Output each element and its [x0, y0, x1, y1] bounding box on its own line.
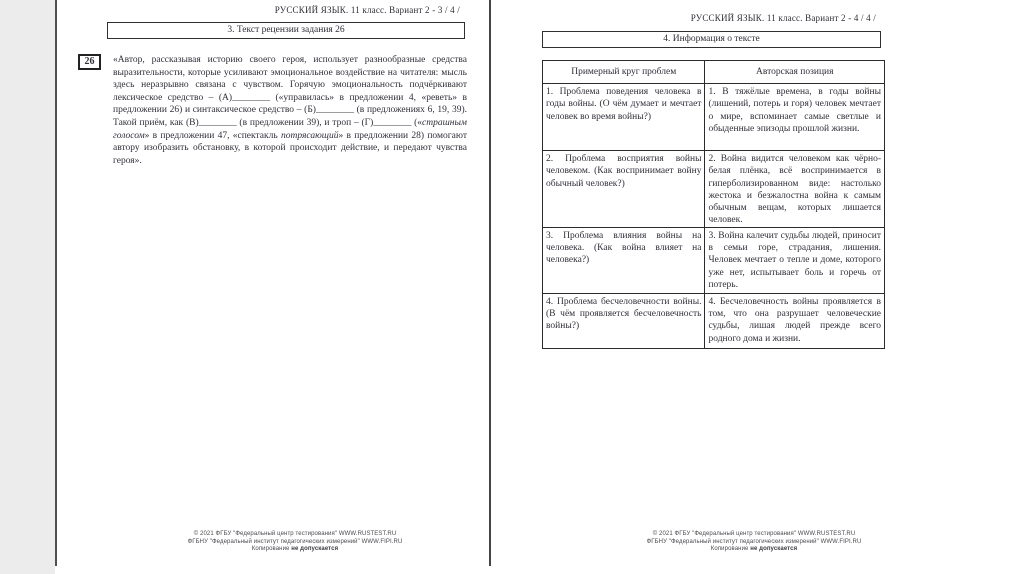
- footer-line-2: ФГБНУ "Федеральный институт педагогических измерений" WWW.FIPI.RU: [646, 538, 862, 545]
- footer-line-1: © 2021 ФГБУ "Федеральный центр тестирования" WWW.RUSTEST.RU: [193, 531, 397, 537]
- position-cell: 2. Война видится человеком как чёрно-белая плёнка, всё воспринимается в гиперболизированном виде: настолько жестока и безжалостна война к самым обычным вещам, которых лишается человек.: [705, 151, 885, 228]
- problem-cell: 1. Проблема поведения человека в годы войны. (О чём думает и мечтает человек во время войны?): [543, 84, 705, 151]
- footer-line-2: ФГБНУ "Федеральный институт педагогических измерений" WWW.FIPI.RU: [187, 538, 403, 545]
- problem-cell: 2. Проблема восприятия войны человеком. (Как воспринимает войну обычный человек?): [543, 151, 705, 228]
- viewer-left-margin: [0, 0, 55, 574]
- table-header-row: [543, 61, 885, 84]
- position-cell: 4. Бесчеловечность войны проявляется в том, что она разрушает человеческие судьбы, лишая людей прежде всего родного дома и жизни.: [705, 293, 885, 348]
- table-row: [543, 151, 885, 228]
- task-26-review-text: «Автор, рассказывая историю своего героя, использует разнообразные средства выразительности, которые усиливают эмоциональное воздействие на читателя: мысль здесь неразрывно связана с чувством. Горячую эмоциональность подчёркивают лексическое средство – (А)________ («управилась» в предложении 4, «реветь» в предложении 26) и синтаксическое средство – (Б)________ (в предложениях 6, 19, 39). Такой приём, как (В)________ (в предложении 39), и троп – (Г)________ («страшным голосом» в предложении 47, «спектакль потрясающий» в предложении 28) помогают автору изобразить обстановку, в которой происходит действие, и передают чувства героя».: [113, 55, 467, 166]
- table-row: [543, 84, 885, 151]
- problem-cell: 3. Проблема влияния войны на человека. (Как война влияет на человека?): [543, 227, 705, 293]
- footer-line-1: © 2021 ФГБУ "Федеральный центр тестирования" WWW.RUSTEST.RU: [652, 531, 856, 537]
- page-4: [491, 0, 1024, 574]
- table-row: [543, 227, 885, 293]
- page-3-footer: [130, 531, 460, 554]
- problem-cell: 4. Проблема бесчеловечности войны. (В чём проявляется бесчеловечность войны?): [543, 293, 705, 348]
- column-header-author-position: Авторская позиция: [705, 61, 885, 84]
- section-title-review-text: 3. Текст рецензии задания 26: [107, 22, 465, 39]
- page-3: [57, 0, 489, 574]
- footer-line-3: Копирование не допускается: [710, 546, 798, 553]
- position-cell: 3. Война калечит судьбы людей, приносит в семьи горе, страдания, лишения. Человек мечтает о тепле и доме, которого уже нет, испытывает боль и горечь от потерь.: [705, 227, 885, 293]
- position-cell: 1. В тяжёлые времена, в годы войны (лишений, потерь и горя) человек мечтает о мире, вспоминает самые светлые и обыденные эпизоды прошлой жизни.: [705, 84, 885, 151]
- footer-line-3: Копирование не допускается: [251, 546, 339, 553]
- section-title-text-info: 4. Информация о тексте: [542, 31, 881, 48]
- page-4-header: РУССКИЙ ЯЗЫК. 11 класс. Вариант 2 - 4 / 4 /: [690, 13, 876, 23]
- task-number-badge: 26: [78, 54, 101, 70]
- column-header-problems: Примерный круг проблем: [543, 61, 705, 84]
- table-row: [543, 293, 885, 348]
- page-4-footer: [589, 531, 919, 554]
- page-3-header: РУССКИЙ ЯЗЫК. 11 класс. Вариант 2 - 3 / 4 /: [274, 5, 460, 15]
- text-info-table: [542, 60, 885, 349]
